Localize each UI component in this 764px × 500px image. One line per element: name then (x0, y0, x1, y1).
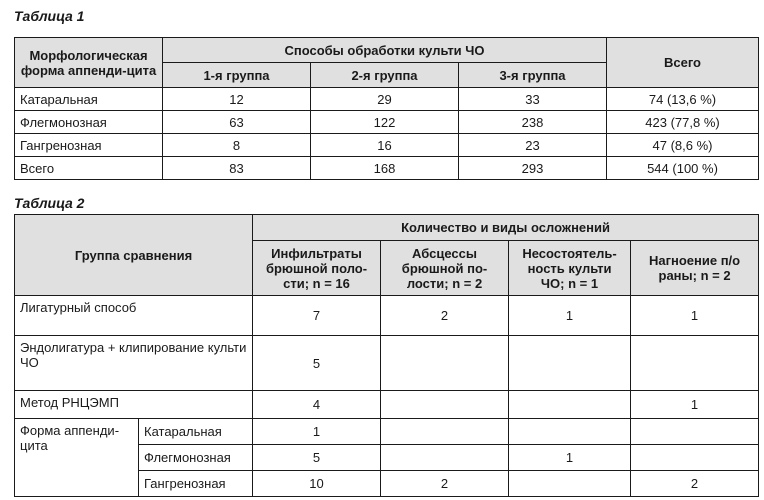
cell-g1: 83 (163, 157, 311, 180)
cell-c4 (631, 445, 759, 471)
cell-g2: 16 (311, 134, 459, 157)
cell-c3 (509, 471, 631, 497)
cell-g3: 238 (459, 111, 607, 134)
t2-header-complications: Количество и виды осложнений (253, 215, 759, 241)
cell-g1: 8 (163, 134, 311, 157)
cell-c4 (631, 419, 759, 445)
t2-header-wound-suppuration: Нагноение п/о раны; n = 2 (631, 241, 759, 296)
cell-g3: 293 (459, 157, 607, 180)
table-row (15, 88, 759, 111)
t1-header-methods: Способы обработки культи ЧО (163, 38, 607, 63)
cell-g3: 23 (459, 134, 607, 157)
cell-c1: 4 (253, 391, 381, 419)
cell-c1: 1 (253, 419, 381, 445)
form-group-label: Форма аппенди-цита (15, 419, 139, 497)
cell-g2: 122 (311, 111, 459, 134)
t2-header-group: Группа сравнения (15, 215, 253, 296)
cell-c3 (509, 419, 631, 445)
row-label: Катаральная (15, 88, 163, 111)
cell-g3: 33 (459, 88, 607, 111)
row-label: Эндолигатура + клипирование культи ЧО (15, 336, 253, 391)
table2-caption: Таблица 2 (14, 195, 85, 211)
cell-g2: 29 (311, 88, 459, 111)
table-row (15, 391, 759, 419)
row-label: Метод РНЦЭМП (15, 391, 253, 419)
cell-c2 (381, 391, 509, 419)
cell-total: 544 (100 %) (607, 157, 759, 180)
cell-c2: 2 (381, 471, 509, 497)
cell-c4 (631, 336, 759, 391)
cell-c1: 5 (253, 445, 381, 471)
cell-c2 (381, 336, 509, 391)
row-label: Катаральная (139, 419, 253, 445)
cell-c1: 7 (253, 296, 381, 336)
cell-total: 423 (77,8 %) (607, 111, 759, 134)
cell-c1: 10 (253, 471, 381, 497)
cell-c2: 2 (381, 296, 509, 336)
table1-caption: Таблица 1 (14, 8, 85, 24)
t1-header-total: Всего (607, 38, 759, 88)
table-row (15, 419, 759, 445)
t2-header-abscesses: Абсцессы брюшной по-лости; n = 2 (381, 241, 509, 296)
cell-c4: 1 (631, 391, 759, 419)
table-row (15, 296, 759, 336)
t1-header-group-3: 3-я группа (459, 63, 607, 88)
table-row (15, 111, 759, 134)
table-row (15, 134, 759, 157)
cell-c4: 1 (631, 296, 759, 336)
cell-total: 47 (8,6 %) (607, 134, 759, 157)
row-label: Гангренозная (139, 471, 253, 497)
t1-header-group-2: 2-я группа (311, 63, 459, 88)
t1-header-group-1: 1-я группа (163, 63, 311, 88)
cell-c3: 1 (509, 296, 631, 336)
cell-g2: 168 (311, 157, 459, 180)
cell-g1: 12 (163, 88, 311, 111)
t2-header-infiltrates: Инфильтраты брюшной поло-сти; n = 16 (253, 241, 381, 296)
cell-total: 74 (13,6 %) (607, 88, 759, 111)
cell-c1: 5 (253, 336, 381, 391)
t1-header-morph-form: Морфологическая форма аппенди-цита (15, 38, 163, 88)
row-label: Флегмонозная (139, 445, 253, 471)
table-row (15, 157, 759, 180)
table2 (14, 214, 759, 497)
cell-c3: 1 (509, 445, 631, 471)
row-label: Всего (15, 157, 163, 180)
table1 (14, 37, 759, 180)
cell-c3 (509, 336, 631, 391)
cell-c4: 2 (631, 471, 759, 497)
row-label: Лигатурный способ (15, 296, 253, 336)
t2-header-stump-failure: Несостоятель-ность культи ЧО; n = 1 (509, 241, 631, 296)
table-row (15, 336, 759, 391)
row-label: Гангренозная (15, 134, 163, 157)
row-label: Флегмонозная (15, 111, 163, 134)
cell-c2 (381, 419, 509, 445)
cell-g1: 63 (163, 111, 311, 134)
cell-c3 (509, 391, 631, 419)
cell-c2 (381, 445, 509, 471)
